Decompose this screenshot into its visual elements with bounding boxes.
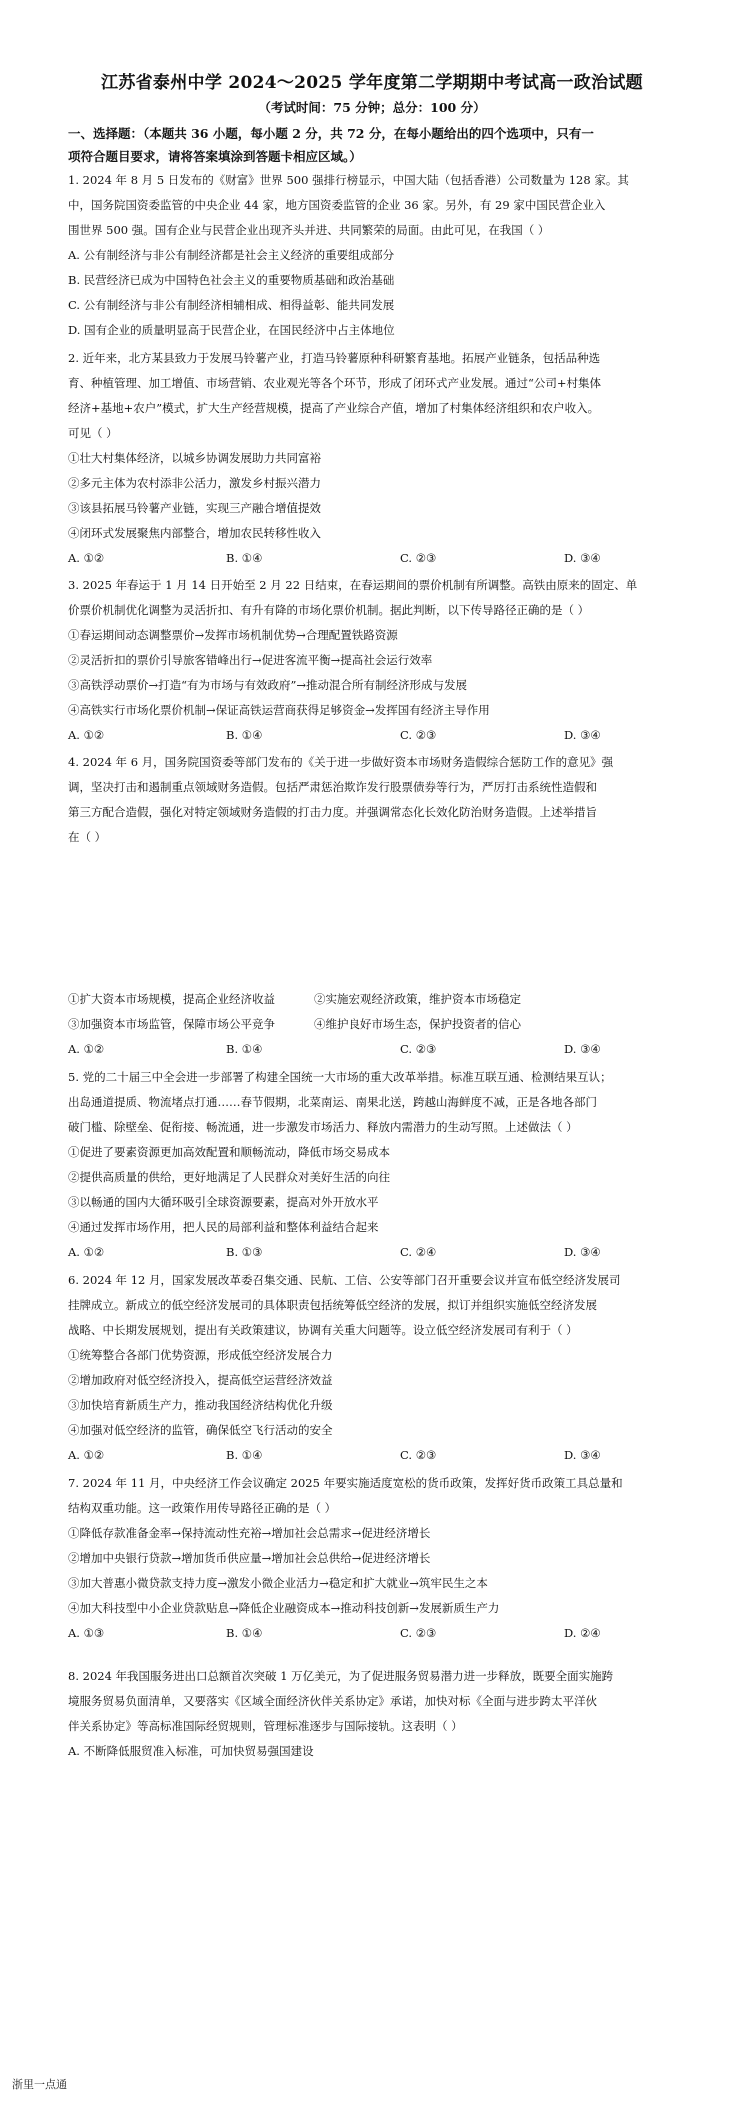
q2-stem-line-3: 经济+基地+农户”模式，扩大生产经营规模，提高了产业综合产值，增加了村集体经济组织和农户收入。	[68, 401, 600, 415]
exam-subtitle: （考试时间：75 分钟；总分：100 分）	[258, 100, 486, 115]
q1-option-a: A. 公有制经济与非公有制经济都是社会主义经济的重要组成部分	[68, 248, 395, 262]
q5-choice-a: A. ①②	[68, 1245, 105, 1259]
q5-stem-line-3: 破门槛、除壁垒、促衔接、畅流通，进一步激发市场活力、释放内需潜力的生动写照。上述做法（ ）	[68, 1120, 578, 1134]
q3-item-2: ②灵活折扣的票价引导旅客错峰出行→促进客流平衡→提高社会运行效率	[68, 653, 433, 667]
q7-choice-c: C. ②③	[400, 1626, 437, 1640]
q7-choice-a: A. ①③	[68, 1626, 105, 1640]
q5-choice-b: B. ①③	[226, 1245, 263, 1259]
q2-stem-line-1: 2. 近年来，北方某县致力于发展马铃薯产业，打造马铃薯原种科研繁育基地。拓展产业链条，包括品种选	[68, 351, 601, 365]
q1-stem-line-1: 1. 2024 年 8 月 5 日发布的《财富》世界 500 强排行榜显示，中国大陆（包括香港）公司数量为 128 家。其	[68, 173, 629, 187]
q3-stem-line-2: 价票价机制优化调整为灵活折扣、有升有降的市场化票价机制。据此判断，以下传导路径正确的是（ ）	[68, 603, 590, 617]
q3-item-3: ③高铁浮动票价→打造“有为市场与有效政府”→推动混合所有制经济形成与发展	[68, 678, 468, 692]
q3-item-1: ①春运期间动态调整票价→发挥市场机制优势→合理配置铁路资源	[68, 628, 398, 642]
q8-stem-line-3: 伴关系协定》等高标准国际经贸规则，管理标准逐步与国际接轨。这表明（ ）	[68, 1719, 463, 1733]
q7-choice-d: D. ②④	[564, 1626, 601, 1640]
q2-item-3: ③该县拓展马铃薯产业链，实现三产融合增值提效	[68, 501, 321, 515]
section-heading-line-2: 项符合题目要求，请将答案填涂到答题卡相应区域。）	[68, 149, 362, 164]
q7-item-2: ②增加中央银行贷款→增加货币供应量→增加社会总供给→促进经济增长	[68, 1551, 431, 1565]
q6-item-3: ③加快培育新质生产力，推动我国经济结构优化升级	[68, 1398, 333, 1412]
q7-item-1: ①降低存款准备金率→保持流动性充裕→增加社会总需求→促进经济增长	[68, 1526, 431, 1540]
q2-choice-b: B. ①④	[226, 551, 263, 565]
q2-item-4: ④闭环式发展聚焦内部整合，增加农民转移性收入	[68, 526, 321, 540]
q7-stem-line-1: 7. 2024 年 11 月，中央经济工作会议确定 2025 年要实施适度宽松的货币政策，发挥好货币政策工具总量和	[68, 1476, 623, 1490]
q3-choice-d: D. ③④	[564, 728, 601, 742]
q4-stem-line-2: 调，坚决打击和遏制重点领域财务造假。包括严肃惩治欺诈发行股票债券等行为，严厉打击系统性造假和	[68, 780, 597, 794]
q4-stem-line-4: 在（ ）	[68, 830, 107, 844]
q3-choice-c: C. ②③	[400, 728, 437, 742]
exam-title: 江苏省泰州中学 2024～2025 学年度第二学期期中考试高一政治试题	[101, 73, 643, 93]
q6-stem-line-2: 挂牌成立。新成立的低空经济发展司的具体职责包括统筹低空经济的发展，拟订并组织实施低空经济发展	[68, 1298, 597, 1312]
q8-option-a: A. 不断降低服贸准入标准，可加快贸易强国建设	[68, 1744, 314, 1758]
q5-stem-line-2: 出岛通道提质、物流堵点打通……春节假期，北菜南运、南果北送，跨越山海鲜度不减，正是各地各部门	[68, 1095, 597, 1109]
q4-item-1: ①扩大资本市场规模，提高企业经济收益	[68, 992, 275, 1006]
q1-stem-line-2: 中，国务院国资委监管的中央企业 44 家，地方国资委监管的企业 36 家。另外，有 29 家中国民营企业入	[68, 198, 606, 212]
q7-stem-line-2: 结构双重功能。这一政策作用传导路径正确的是（ ）	[68, 1501, 337, 1515]
q5-choice-c: C. ②④	[400, 1245, 437, 1259]
q1-option-d: D. 国有企业的质量明显高于民营企业，在国民经济中占主体地位	[68, 323, 395, 337]
q3-choice-a: A. ①②	[68, 728, 105, 742]
q4-stem-line-3: 第三方配合造假，强化对特定领域财务造假的打击力度。并强调常态化长效化防治财务造假。上述举措旨	[68, 805, 597, 819]
q4-stem-line-1: 4. 2024 年 6 月，国务院国资委等部门发布的《关于进一步做好资本市场财务造假综合惩防工作的意见》强	[68, 755, 614, 769]
section-heading	[68, 122, 694, 168]
q7-choice-b: B. ①④	[226, 1626, 263, 1640]
q6-choice-d: D. ③④	[564, 1448, 601, 1462]
section-heading-line-1: 一、选择题：（本题共 36 小题，每小题 2 分，共 72 分，在每小题给出的四个选项中，只有一	[68, 126, 594, 141]
q6-choice-a: A. ①②	[68, 1448, 105, 1462]
q2-choice-a: A. ①②	[68, 551, 105, 565]
q5-item-2: ②提供高质量的供给，更好地满足了人民群众对美好生活的向往	[68, 1170, 390, 1184]
q8-stem-line-2: 境服务贸易负面清单，又要落实《区域全面经济伙伴关系协定》承诺，加快对标《全面与进步跨太平洋伙	[68, 1694, 597, 1708]
q6-item-4: ④加强对低空经济的监管，确保低空飞行活动的安全	[68, 1423, 333, 1437]
q6-item-1: ①统筹整合各部门优势资源，形成低空经济发展合力	[68, 1348, 333, 1362]
q2-item-2: ②多元主体为农村添非公活力，激发乡村振兴潜力	[68, 476, 321, 490]
footer-watermark: 浙里一点通	[12, 2078, 67, 2091]
q2-stem-line-4: 可见（ ）	[68, 426, 118, 440]
q4-item-3: ③加强资本市场监管，保障市场公平竞争	[68, 1017, 275, 1031]
q1-option-c: C. 公有制经济与非公有制经济相辅相成、相得益彰、能共同发展	[68, 298, 395, 312]
q2-choice-d: D. ③④	[564, 551, 601, 565]
q1-stem-line-3: 围世界 500 强。国有企业与民营企业出现齐头并进、共同繁荣的局面。由此可见，在我国（ ）	[68, 223, 550, 237]
q4-choice-d: D. ③④	[564, 1042, 601, 1056]
q2-choice-c: C. ②③	[400, 551, 437, 565]
q2-stem-line-2: 育、种植管理、加工增值、市场营销、农业观光等各个环节，形成了闭环式产业发展。通过“公司+村集体	[68, 376, 602, 390]
q4-choice-c: C. ②③	[400, 1042, 437, 1056]
q7-item-4: ④加大科技型中小企业贷款贴息→降低企业融资成本→推动科技创新→发展新质生产力	[68, 1601, 500, 1615]
q3-item-4: ④高铁实行市场化票价机制→保证高铁运营商获得足够资金→发挥国有经济主导作用	[68, 703, 490, 717]
q8-stem-line-1: 8. 2024 年我国服务进出口总额首次突破 1 万亿美元，为了促进服务贸易潜力进一步释放，既要全面实施跨	[68, 1669, 614, 1683]
q6-choice-b: B. ①④	[226, 1448, 263, 1462]
q5-item-4: ④通过发挥市场作用，把人民的局部利益和整体利益结合起来	[68, 1220, 379, 1234]
q4-item-4: ④维护良好市场生态，保护投资者的信心	[314, 1017, 521, 1031]
q5-stem-line-1: 5. 党的二十届三中全会进一步部署了构建全国统一大市场的重大改革举措。标准互联互通、检测结果互认；	[68, 1070, 612, 1084]
q6-stem-line-3: 战略、中长期发展规划，提出有关政策建议，协调有关重大问题等。设立低空经济发展司有利于（ ）	[68, 1323, 578, 1337]
q6-choice-c: C. ②③	[400, 1448, 437, 1462]
q2-item-1: ①壮大村集体经济，以城乡协调发展助力共同富裕	[68, 451, 321, 465]
q4-item-2: ②实施宏观经济政策，维护资本市场稳定	[314, 992, 521, 1006]
q6-stem-line-1: 6. 2024 年 12 月，国家发展改革委召集交通、民航、工信、公安等部门召开重要会议并宣布低空经济发展司	[68, 1273, 621, 1287]
q4-choice-a: A. ①②	[68, 1042, 105, 1056]
q5-choice-d: D. ③④	[564, 1245, 601, 1259]
q7-item-3: ③加大普惠小微贷款支持力度→激发小微企业活力→稳定和扩大就业→筑牢民生之本	[68, 1576, 488, 1590]
q5-item-1: ①促进了要素资源更加高效配置和顺畅流动，降低市场交易成本	[68, 1145, 390, 1159]
q5-item-3: ③以畅通的国内大循环吸引全球资源要素，提高对外开放水平	[68, 1195, 379, 1209]
q4-choice-b: B. ①④	[226, 1042, 263, 1056]
q3-stem-line-1: 3. 2025 年春运于 1 月 14 日开始至 2 月 22 日结束，在春运期间的票价机制有所调整。高铁由原来的固定、单	[68, 578, 638, 592]
q1-option-b: B. 民营经济已成为中国特色社会主义的重要物质基础和政治基础	[68, 273, 395, 287]
q3-choice-b: B. ①④	[226, 728, 263, 742]
q6-item-2: ②增加政府对低空经济投入，提高低空运营经济效益	[68, 1373, 333, 1387]
